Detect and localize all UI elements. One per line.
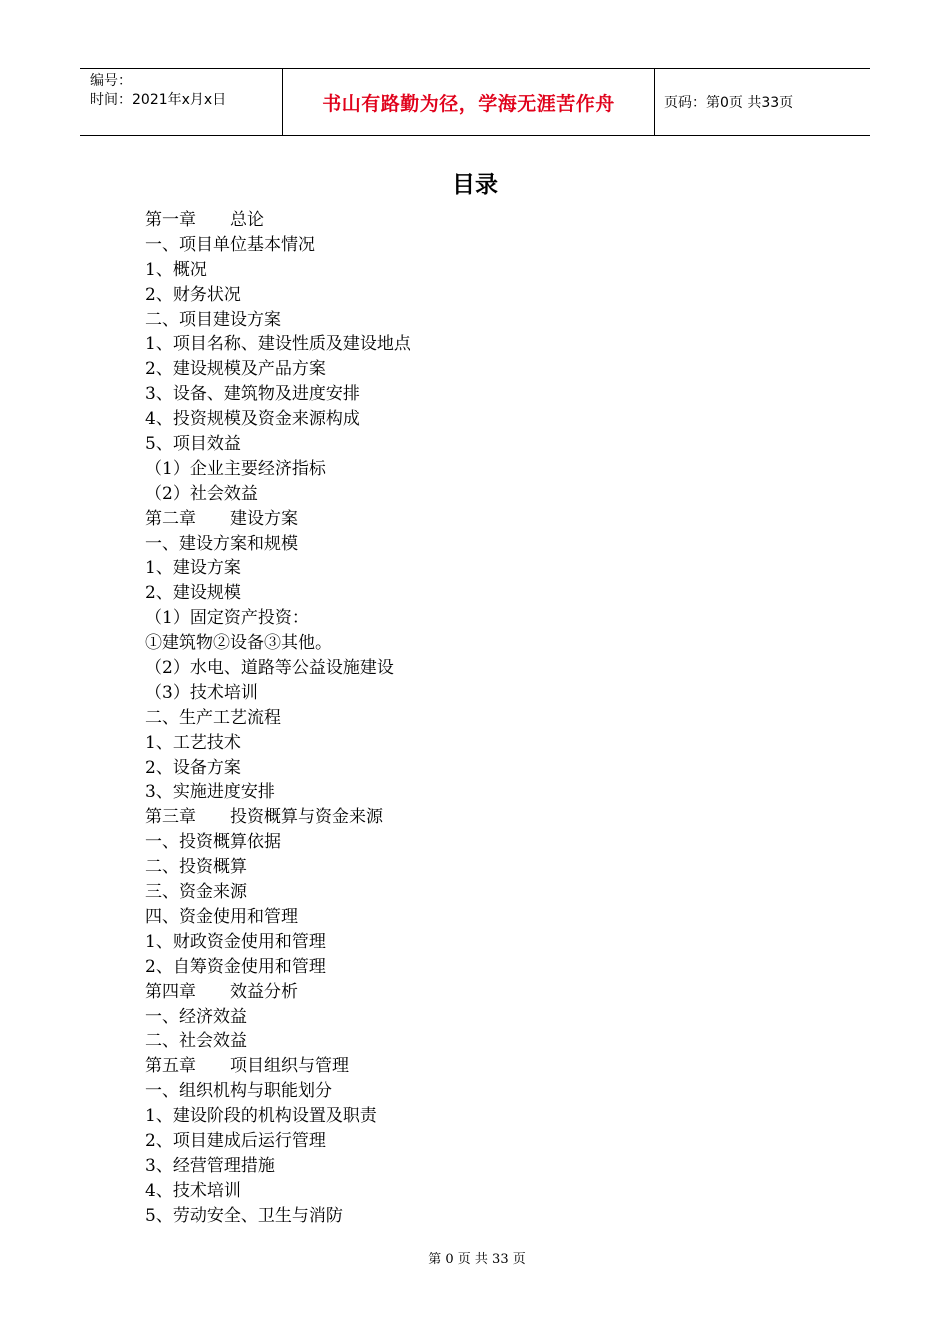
toc-entry: 三、资金来源	[145, 882, 247, 903]
toc-entry: 1、概况	[145, 259, 207, 280]
toc-entry: 二、项目建设方案	[145, 309, 281, 330]
toc-entry: 一、项目单位基本情况	[145, 234, 315, 255]
toc-entry: 3、实施进度安排	[145, 782, 275, 803]
toc-entry: 1、财政资金使用和管理	[145, 931, 326, 952]
toc-entry: 2、财务状况	[145, 284, 241, 305]
toc-entry: 1、建设方案	[145, 558, 241, 579]
toc-entry: 二、社会效益	[145, 1031, 247, 1052]
toc-entry: 3、设备、建筑物及进度安排	[145, 384, 360, 405]
toc-entry: 2、项目建成后运行管理	[145, 1130, 326, 1151]
toc-entry: 5、项目效益	[145, 434, 241, 455]
toc-entry: 二、投资概算	[145, 857, 247, 878]
toc-entry: 3、经营管理措施	[145, 1155, 275, 1176]
document-header	[80, 68, 870, 136]
toc-entry: （2）水电、道路等公益设施建设	[145, 658, 394, 679]
toc-entry: （2）社会效益	[145, 483, 258, 504]
toc-entry: 二、生产工艺流程	[145, 707, 281, 728]
toc-entry: 4、技术培训	[145, 1180, 241, 1201]
toc-entry: 第三章 投资概算与资金来源	[145, 807, 383, 828]
toc-entry: 1、项目名称、建设性质及建设地点	[145, 334, 411, 355]
toc-entry: 第四章 效益分析	[145, 981, 298, 1002]
toc-entry: （3）技术培训	[145, 682, 258, 703]
header-motto: 书山有路勤为径，学海无涯苦作舟	[282, 69, 655, 135]
header-meta	[80, 69, 282, 135]
toc-entry: 四、资金使用和管理	[145, 906, 298, 927]
toc-entry: 5、劳动安全、卫生与消防	[145, 1205, 343, 1226]
document-time: 时间：2021年x月x日	[90, 92, 227, 108]
toc-entry: 2、自筹资金使用和管理	[145, 956, 326, 977]
toc-entry: 2、建设规模及产品方案	[145, 359, 326, 380]
toc-entry: ①建筑物②设备③其他。	[145, 633, 332, 654]
toc-entry: 一、经济效益	[145, 1006, 247, 1027]
toc-entry: 2、设备方案	[145, 757, 241, 778]
toc-entry: （1）企业主要经济指标	[145, 458, 326, 479]
page-footer: 第 0 页 共 33 页	[428, 1252, 526, 1267]
toc-entry: 第二章 建设方案	[145, 508, 298, 529]
document-number-label: 编号：	[90, 73, 132, 89]
header-page-info: 页码：第0页 共33页	[664, 95, 794, 111]
page-title: 目录	[452, 172, 498, 198]
toc-entry: （1）固定资产投资：	[145, 608, 309, 629]
toc-entry: 4、投资规模及资金来源构成	[145, 409, 360, 430]
toc-entry: 一、投资概算依据	[145, 832, 281, 853]
toc-entry: 第五章 项目组织与管理	[145, 1056, 349, 1077]
toc-entry: 2、建设规模	[145, 583, 241, 604]
table-of-contents	[145, 208, 411, 1229]
toc-entry: 1、工艺技术	[145, 732, 241, 753]
toc-entry: 1、建设阶段的机构设置及职责	[145, 1106, 377, 1127]
toc-entry: 第一章 总论	[145, 210, 264, 230]
toc-entry: 一、建设方案和规模	[145, 533, 298, 554]
toc-entry: 一、组织机构与职能划分	[145, 1081, 332, 1102]
